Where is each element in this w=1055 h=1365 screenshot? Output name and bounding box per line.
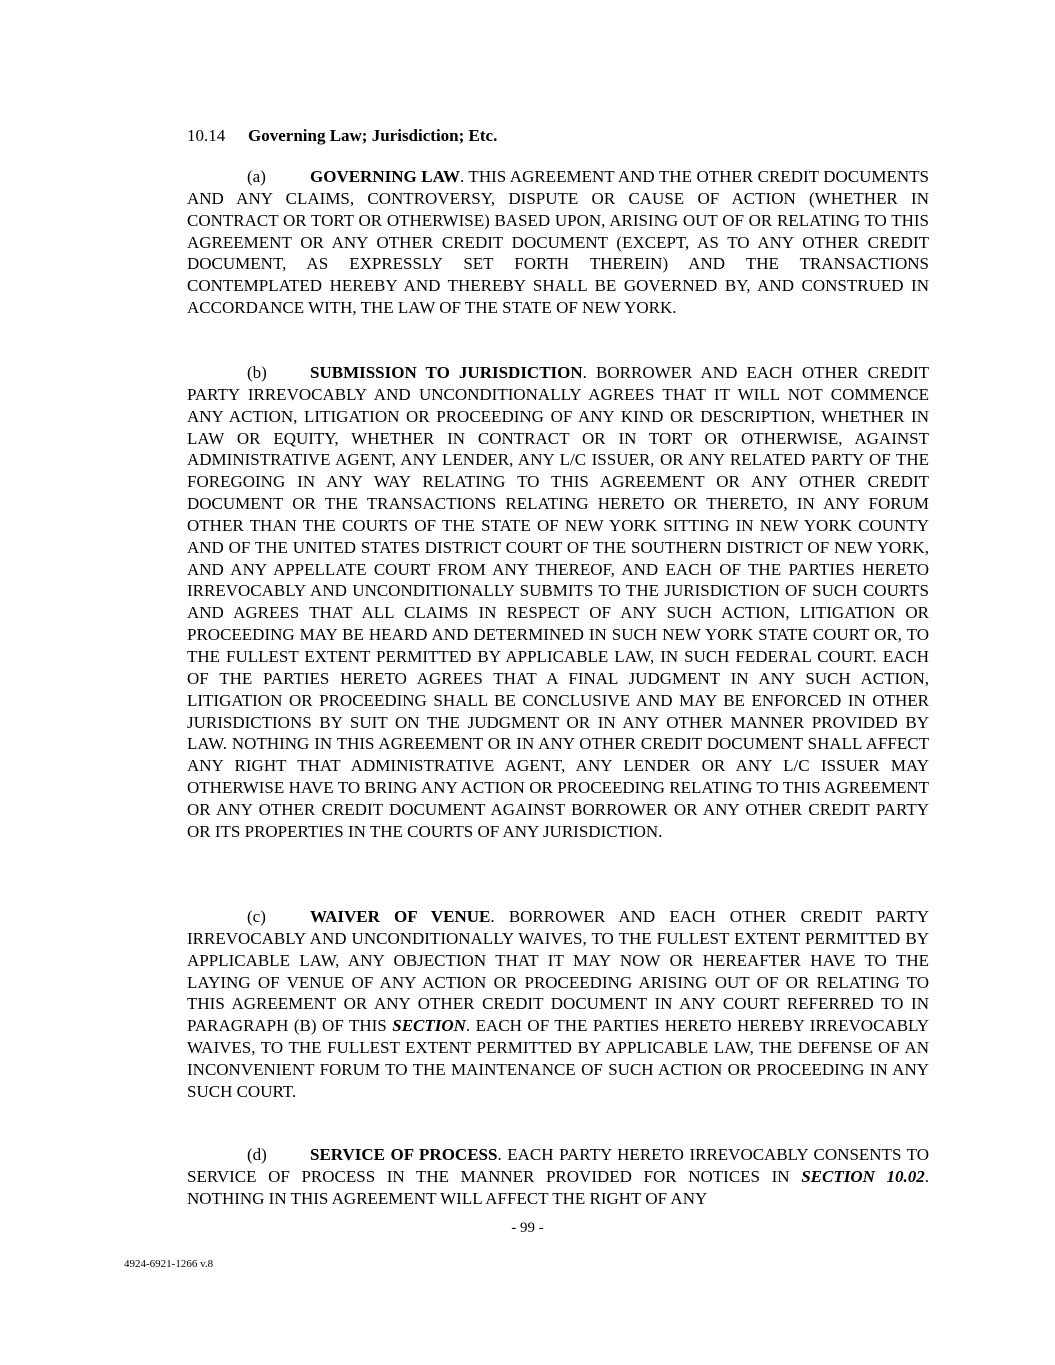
- paragraph-submission-to-jurisdiction: [187, 362, 929, 843]
- paragraph-label: (b): [247, 363, 267, 382]
- document-id: 4924-6921-1266 v.8: [124, 1258, 214, 1270]
- paragraph-text-continued: . EACH OF THE PARTIES HERETO HEREBY IRREVOCABLY WAIVES, TO THE FULLEST EXTENT PERMITTED BY APPLICABLE LAW, THE DEFENSE OF AN INCONVENIENT FORUM TO THE MAINTENANCE OF SUCH ACTION OR PROCEEDING IN ANY SUCH COURT.: [187, 1016, 930, 1101]
- section-title: Governing Law; Jurisdiction; Etc.: [248, 126, 498, 145]
- section-reference: SECTION 10.02: [801, 1166, 925, 1186]
- paragraph-label: (d): [247, 1145, 267, 1164]
- paragraph-governing-law: [187, 166, 929, 319]
- paragraph-label: (c): [247, 907, 266, 926]
- paragraph-heading: SERVICE OF PROCESS: [310, 1145, 498, 1164]
- paragraph-heading: WAIVER OF VENUE: [310, 907, 491, 926]
- section-heading: [187, 125, 497, 147]
- section-number: 10.14: [187, 126, 226, 145]
- section-reference: SECTION: [392, 1016, 466, 1036]
- paragraph-waiver-of-venue: [187, 906, 929, 1103]
- page-number: - 99 -: [511, 1220, 544, 1236]
- paragraph-label: (a): [247, 167, 266, 186]
- paragraph-heading: GOVERNING LAW: [310, 167, 460, 186]
- paragraph-text: . EACH PARTY HERETO IRREVOCABLY CONSENTS TO SERVICE OF PROCESS IN THE MANNER PROVIDED FOR NOTICES IN: [187, 1145, 929, 1186]
- paragraph-text: . THIS AGREEMENT AND THE OTHER CREDIT DOCUMENTS AND ANY CLAIMS, CONTROVERSY, DISPUTE OR CAUSE OF ACTION (WHETHER IN CONTRACT OR TORT OR OTHERWISE) BASED UPON, ARISING OUT OF OR RELATING TO THIS AGREEMENT OR ANY OTHER CREDIT DOCUMENT (EXCEPT, AS TO ANY OTHER CREDIT DOCUMENT, AS EXPRESSLY SET FORTH THEREIN) AND THE TRANSACTIONS CONTEMPLATED HEREBY AND THEREBY SHALL BE GOVERNED BY, AND CONSTRUED IN ACCORDANCE WITH, THE LAW OF THE STATE OF NEW YORK.: [187, 167, 930, 318]
- paragraph-text: . BORROWER AND EACH OTHER CREDIT PARTY IRREVOCABLY AND UNCONDITIONALLY WAIVES, TO THE FULLEST EXTENT PERMITTED BY APPLICABLE LAW, ANY OBJECTION THAT IT MAY NOW OR HEREAFTER HAVE TO THE LAYING OF VENUE OF ANY ACTION OR PROCEEDING ARISING OUT OF OR RELATING TO THIS AGREEMENT OR ANY OTHER CREDIT DOCUMENT IN ANY COURT REFERRED TO IN PARAGRAPH (B) OF THIS: [187, 907, 929, 1036]
- paragraph-service-of-process: [187, 1144, 929, 1210]
- paragraph-text: . BORROWER AND EACH OTHER CREDIT PARTY IRREVOCABLY AND UNCONDITIONALLY AGREES THAT IT WILL NOT COMMENCE ANY ACTION, LITIGATION OR PROCEEDING OF ANY KIND OR DESCRIPTION, WHETHER IN LAW OR EQUITY, WHETHER IN CONTRACT OR IN TORT OR OTHERWISE, AGAINST ADMINISTRATIVE AGENT, ANY LENDER, ANY L/C ISSUER, OR ANY RELATED PARTY OF THE FOREGOING IN ANY WAY RELATING TO THIS AGREEMENT OR ANY OTHER CREDIT DOCUMENT OR THE TRANSACTIONS RELATING HERETO OR THERETO, IN ANY FORUM OTHER THAN THE COURTS OF THE STATE OF NEW YORK SITTING IN NEW YORK COUNTY AND OF THE UNITED STATES DISTRICT COURT OF THE SOUTHERN DISTRICT OF NEW YORK, AND ANY APPELLATE COURT FROM ANY THEREOF, AND EACH OF THE PARTIES HERETO IRREVOCABLY AND UNCONDITIONALLY SUBMITS TO THE JURISDICTION OF SUCH COURTS AND AGREES THAT ALL CLAIMS IN RESPECT OF ANY SUCH ACTION, LITIGATION OR PROCEEDING MAY BE HEARD AND DETERMINED IN SUCH NEW YORK STATE COURT OR, TO THE FULLEST EXTENT PERMITTED BY APPLICABLE LAW, IN SUCH FEDERAL COURT. EACH OF THE PARTIES HERETO AGREES THAT A FINAL JUDGMENT IN ANY SUCH ACTION, LITIGATION OR PROCEEDING SHALL BE CONCLUSIVE AND MAY BE ENFORCED IN OTHER JURISDICTIONS BY SUIT ON THE JUDGMENT OR IN ANY OTHER MANNER PROVIDED BY LAW. NOTHING IN THIS AGREEMENT OR IN ANY OTHER CREDIT DOCUMENT SHALL AFFECT ANY RIGHT THAT ADMINISTRATIVE AGENT, ANY LENDER OR ANY L/C ISSUER MAY OTHERWISE HAVE TO BRING ANY ACTION OR PROCEEDING RELATING TO THIS AGREEMENT OR ANY OTHER CREDIT DOCUMENT AGAINST BORROWER OR ANY OTHER CREDIT PARTY OR ITS PROPERTIES IN THE COURTS OF ANY JURISDICTION.: [187, 363, 930, 841]
- paragraph-text-continued: . NOTHING IN THIS AGREEMENT WILL AFFECT THE RIGHT OF ANY: [187, 1166, 929, 1208]
- paragraph-heading: SUBMISSION TO JURISDICTION: [310, 363, 583, 382]
